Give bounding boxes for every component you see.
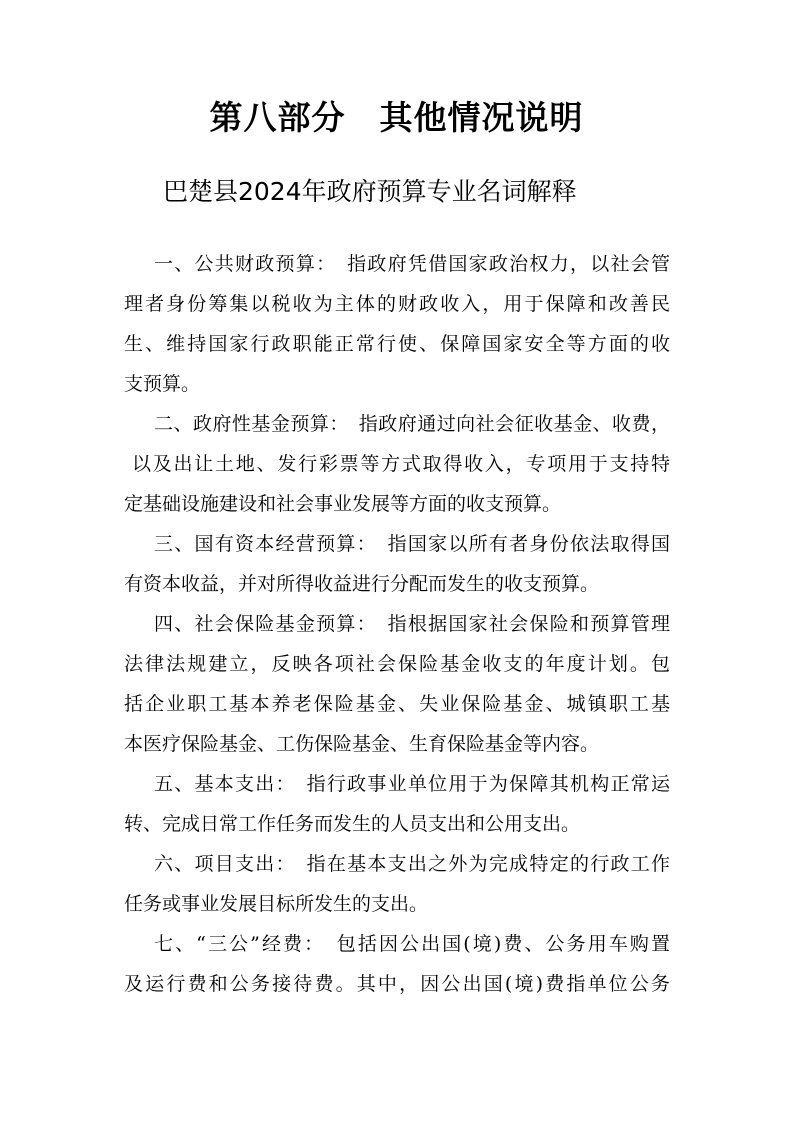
- paragraph-three-public-expenses: [124, 924, 670, 1004]
- paragraph-line: 及运行费和公务接待费。其中，因公出国(境)费指单位公务: [124, 973, 670, 995]
- paragraph-line: 生、维持国家行政职能正常行使、保障国家安全等方面的收: [124, 333, 670, 355]
- paragraph-line: 二、政府性基金预算： 指政府通过向社会征收基金、收费，: [154, 413, 670, 435]
- paragraph-line: 七、“三公”经费： 包括因公出国(境)费、公务用车购置: [154, 933, 670, 955]
- page-subtitle: 巴楚县2024年政府预算专业名词解释: [163, 177, 577, 206]
- document-body: [124, 244, 670, 1004]
- paragraph-line: 有资本收益，并对所得收益进行分配而发生的收支预算。: [124, 573, 600, 595]
- paragraph-state-capital-budget: [124, 524, 670, 604]
- paragraph-line: 一、公共财政预算： 指政府凭借国家政治权力，以社会管: [154, 253, 670, 275]
- paragraph-basic-expenditure: [124, 764, 670, 844]
- paragraph-line: 本医疗保险基金、工伤保险基金、生育保险基金等内容。: [124, 733, 600, 755]
- paragraph-line: 五、基本支出： 指行政事业单位用于为保障其机构正常运: [154, 773, 670, 795]
- page-title: 第八部分 其他情况说明: [209, 98, 584, 137]
- paragraph-social-insurance-budget: [124, 604, 670, 764]
- paragraph-project-expenditure: [124, 844, 670, 924]
- paragraph-line: 括企业职工基本养老保险基金、失业保险基金、城镇职工基: [124, 693, 670, 715]
- paragraph-line: 四、社会保险基金预算： 指根据国家社会保险和预算管理: [154, 613, 670, 635]
- paragraph-line: 支预算。: [124, 373, 201, 395]
- paragraph-line: 定基础设施建设和社会事业发展等方面的收支预算。: [124, 493, 562, 515]
- paragraph-line: 以及出让土地、发行彩票等方式取得收入，专项用于支持特: [132, 453, 670, 475]
- paragraph-line: 任务或事业发展目标所发生的支出。: [124, 893, 429, 915]
- paragraph-line: 转、完成日常工作任务而发生的人员支出和公用支出。: [124, 813, 581, 835]
- paragraph-public-finance-budget: [124, 244, 670, 404]
- paragraph-government-fund-budget: [124, 404, 670, 524]
- paragraph-line: 理者身份筹集以税收为主体的财政收入，用于保障和改善民: [124, 293, 670, 315]
- paragraph-line: 六、项目支出： 指在基本支出之外为完成特定的行政工作: [154, 853, 670, 875]
- paragraph-line: 三、国有资本经营预算： 指国家以所有者身份依法取得国: [154, 533, 670, 555]
- paragraph-line: 法律法规建立，反映各项社会保险基金收支的年度计划。包: [124, 653, 670, 675]
